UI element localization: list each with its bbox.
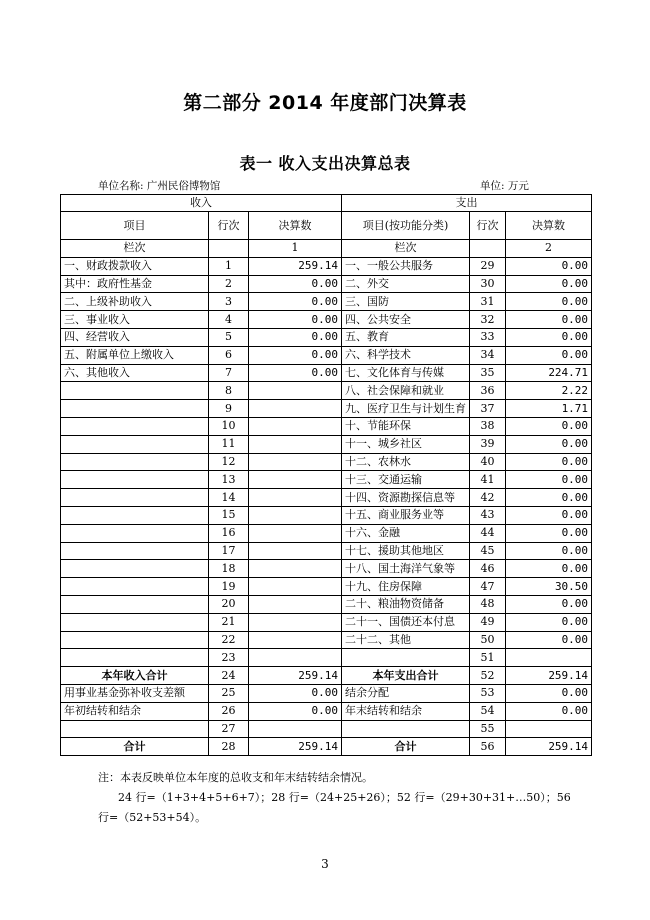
- expense-row-number-cell: 48: [470, 595, 506, 613]
- income-row-number-cell: 23: [209, 649, 249, 667]
- expense-row-number-cell: 40: [470, 453, 506, 471]
- income-row-number-cell: 12: [209, 453, 249, 471]
- income-row-number-cell: 21: [209, 613, 249, 631]
- income-amount-cell: [249, 435, 342, 453]
- table-row: [61, 667, 592, 685]
- table-row: [61, 364, 592, 382]
- income-amount-cell: 0.00: [249, 311, 342, 329]
- expense-item-cell: 二十二、其他: [342, 631, 470, 649]
- income-item-cell: [61, 417, 209, 435]
- table-row: [61, 542, 592, 560]
- table-row: [61, 311, 592, 329]
- expense-amount-cell: 0.00: [506, 631, 592, 649]
- income-amount-cell: 259.14: [249, 667, 342, 685]
- income-amount-cell: 0.00: [249, 702, 342, 720]
- expense-item-cell: 四、公共安全: [342, 311, 470, 329]
- income-amount-cell: [249, 400, 342, 418]
- income-amount-cell: 0.00: [249, 346, 342, 364]
- expense-amount-cell: 30.50: [506, 578, 592, 596]
- expense-row-number-cell: 29: [470, 257, 506, 275]
- income-row-number-cell: 13: [209, 471, 249, 489]
- expense-item-cell: 二十一、国债还本付息: [342, 613, 470, 631]
- income-item-cell: [61, 560, 209, 578]
- expense-item-cell: 十二、农林水: [342, 453, 470, 471]
- table-row: [61, 613, 592, 631]
- expense-item-cell: 一、一般公共服务: [342, 257, 470, 275]
- expense-item-cell: 本年支出合计: [342, 667, 470, 685]
- section-header-row: [61, 195, 592, 212]
- expense-item-cell: 十三、交通运输: [342, 471, 470, 489]
- expense-row-number-cell: 39: [470, 435, 506, 453]
- expense-item-cell: 三、国防: [342, 293, 470, 311]
- expense-item-cell: 十七、援助其他地区: [342, 542, 470, 560]
- income-row-number-cell: 4: [209, 311, 249, 329]
- expense-row-number-cell: 56: [470, 738, 506, 756]
- note-line-1: 注：本表反映单位本年度的总收支和年末结转结余情况。: [98, 771, 373, 784]
- expense-item-cell: 十九、住房保障: [342, 578, 470, 596]
- table-row: [61, 293, 592, 311]
- expense-amount-cell: 0.00: [506, 328, 592, 346]
- table-row: [61, 578, 592, 596]
- expense-header: 支出: [342, 195, 592, 212]
- column-header-row: [61, 212, 592, 240]
- expense-amount-cell: 0.00: [506, 542, 592, 560]
- income-item-cell: [61, 595, 209, 613]
- expense-amount-cell: [506, 649, 592, 667]
- income-header: 收入: [61, 195, 342, 212]
- expense-item-cell: 七、文化体育与传媒: [342, 364, 470, 382]
- income-amount-cell: [249, 506, 342, 524]
- income-amount-cell: [249, 417, 342, 435]
- income-item-cell: 合计: [61, 738, 209, 756]
- expense-row-number-cell: 41: [470, 471, 506, 489]
- table-row: [61, 631, 592, 649]
- col-row-header: 行次: [209, 212, 249, 240]
- expense-item-cell: 合计: [342, 738, 470, 756]
- table-row: [61, 346, 592, 364]
- income-row-number-cell: 20: [209, 595, 249, 613]
- table-row: [61, 435, 592, 453]
- table-row: [61, 275, 592, 293]
- expense-row-number-cell: 47: [470, 578, 506, 596]
- table-row: [61, 382, 592, 400]
- expense-row-number-cell: 45: [470, 542, 506, 560]
- expense-amount-cell: 1.71: [506, 400, 592, 418]
- income-row-number-cell: 17: [209, 542, 249, 560]
- lanci-label: 栏次: [61, 240, 209, 258]
- table-row: [61, 400, 592, 418]
- income-item-cell: [61, 720, 209, 738]
- income-row-number-cell: 18: [209, 560, 249, 578]
- expense-row-number-cell: 44: [470, 524, 506, 542]
- table-row: [61, 506, 592, 524]
- income-item-cell: 六、其他收入: [61, 364, 209, 382]
- income-amount-cell: [249, 578, 342, 596]
- expense-amount-cell: 224.71: [506, 364, 592, 382]
- income-amount-cell: 0.00: [249, 328, 342, 346]
- expense-item-cell: 五、教育: [342, 328, 470, 346]
- income-item-cell: 本年收入合计: [61, 667, 209, 685]
- income-item-cell: [61, 382, 209, 400]
- table-row: [61, 720, 592, 738]
- income-item-cell: [61, 489, 209, 507]
- expense-item-cell: 二、外交: [342, 275, 470, 293]
- table-row: [61, 524, 592, 542]
- expense-item-cell: 年末结转和结余: [342, 702, 470, 720]
- col-amount-header: 决算数: [249, 212, 342, 240]
- income-row-number-cell: 15: [209, 506, 249, 524]
- unit-name: 单位名称: 广州民俗博物馆: [98, 180, 221, 192]
- expense-row-number-cell: 31: [470, 293, 506, 311]
- lanci-expense-number: 2: [506, 240, 592, 258]
- expense-row-number-cell: 42: [470, 489, 506, 507]
- page-number: 3: [321, 857, 329, 871]
- expense-item-cell: 六、科学技术: [342, 346, 470, 364]
- note-line-3: 行=（52+53+54）。: [98, 811, 207, 824]
- expense-item-cell: 十六、金融: [342, 524, 470, 542]
- col-item-func-header: 项目(按功能分类): [342, 212, 470, 240]
- income-item-cell: [61, 506, 209, 524]
- table-row: [61, 595, 592, 613]
- income-item-cell: [61, 471, 209, 489]
- income-row-number-cell: 5: [209, 328, 249, 346]
- table-row: [61, 471, 592, 489]
- income-item-cell: [61, 400, 209, 418]
- income-amount-cell: [249, 382, 342, 400]
- expense-row-number-cell: 49: [470, 613, 506, 631]
- income-amount-cell: 0.00: [249, 364, 342, 382]
- table-row: [61, 684, 592, 702]
- expense-amount-cell: 0.00: [506, 471, 592, 489]
- table-row: [61, 702, 592, 720]
- expense-amount-cell: 0.00: [506, 435, 592, 453]
- expense-row-number-cell: 55: [470, 720, 506, 738]
- expense-row-number-cell: 37: [470, 400, 506, 418]
- expense-row-number-cell: 50: [470, 631, 506, 649]
- income-row-number-cell: 7: [209, 364, 249, 382]
- income-item-cell: [61, 435, 209, 453]
- expense-item-cell: [342, 649, 470, 667]
- income-item-cell: [61, 453, 209, 471]
- income-amount-cell: [249, 613, 342, 631]
- expense-row-number-cell: 43: [470, 506, 506, 524]
- expense-item-cell: 二十、粮油物资储备: [342, 595, 470, 613]
- income-item-cell: [61, 649, 209, 667]
- income-item-cell: [61, 542, 209, 560]
- income-row-number-cell: 19: [209, 578, 249, 596]
- income-amount-cell: [249, 720, 342, 738]
- income-row-number-cell: 11: [209, 435, 249, 453]
- table-notes: [98, 768, 598, 828]
- income-item-cell: [61, 578, 209, 596]
- expense-row-number-cell: 36: [470, 382, 506, 400]
- income-row-number-cell: 25: [209, 684, 249, 702]
- expense-amount-cell: 0.00: [506, 417, 592, 435]
- expense-amount-cell: 259.14: [506, 738, 592, 756]
- income-row-number-cell: 1: [209, 257, 249, 275]
- lanci-income-number: 1: [249, 240, 342, 258]
- income-row-number-cell: 6: [209, 346, 249, 364]
- budget-table-body: [61, 195, 592, 756]
- expense-amount-cell: 0.00: [506, 257, 592, 275]
- income-row-number-cell: 14: [209, 489, 249, 507]
- expense-amount-cell: 0.00: [506, 684, 592, 702]
- income-amount-cell: [249, 631, 342, 649]
- income-item-cell: 五、附属单位上缴收入: [61, 346, 209, 364]
- budget-table: [60, 194, 592, 756]
- lanci-row: [61, 240, 592, 258]
- expense-amount-cell: 0.00: [506, 524, 592, 542]
- expense-item-cell: 十一、城乡社区: [342, 435, 470, 453]
- expense-amount-cell: 0.00: [506, 275, 592, 293]
- expense-amount-cell: 0.00: [506, 311, 592, 329]
- expense-amount-cell: 0.00: [506, 293, 592, 311]
- expense-row-number-cell: 32: [470, 311, 506, 329]
- lanci-empty: [470, 240, 506, 258]
- income-amount-cell: 259.14: [249, 738, 342, 756]
- income-amount-cell: 0.00: [249, 684, 342, 702]
- table-row: [61, 560, 592, 578]
- income-row-number-cell: 24: [209, 667, 249, 685]
- income-row-number-cell: 8: [209, 382, 249, 400]
- income-item-cell: 年初结转和结余: [61, 702, 209, 720]
- income-row-number-cell: 22: [209, 631, 249, 649]
- expense-row-number-cell: 46: [470, 560, 506, 578]
- expense-row-number-cell: 33: [470, 328, 506, 346]
- income-amount-cell: 0.00: [249, 293, 342, 311]
- part-title: 第二部分 2014 年度部门决算表: [183, 92, 467, 114]
- expense-item-cell: 八、社会保障和就业: [342, 382, 470, 400]
- expense-amount-cell: 0.00: [506, 506, 592, 524]
- income-row-number-cell: 16: [209, 524, 249, 542]
- income-row-number-cell: 10: [209, 417, 249, 435]
- expense-item-cell: 十四、资源勘探信息等: [342, 489, 470, 507]
- expense-item-cell: 十五、商业服务业等: [342, 506, 470, 524]
- expense-amount-cell: 2.22: [506, 382, 592, 400]
- expense-amount-cell: 0.00: [506, 453, 592, 471]
- income-row-number-cell: 27: [209, 720, 249, 738]
- expense-amount-cell: 0.00: [506, 702, 592, 720]
- expense-amount-cell: 0.00: [506, 613, 592, 631]
- expense-row-number-cell: 51: [470, 649, 506, 667]
- income-row-number-cell: 28: [209, 738, 249, 756]
- income-row-number-cell: 26: [209, 702, 249, 720]
- income-amount-cell: 0.00: [249, 275, 342, 293]
- income-row-number-cell: 2: [209, 275, 249, 293]
- expense-row-number-cell: 35: [470, 364, 506, 382]
- income-item-cell: 二、上级补助收入: [61, 293, 209, 311]
- income-amount-cell: [249, 471, 342, 489]
- expense-amount-cell: 0.00: [506, 595, 592, 613]
- expense-amount-cell: 0.00: [506, 560, 592, 578]
- income-amount-cell: [249, 489, 342, 507]
- income-item-cell: 四、经营收入: [61, 328, 209, 346]
- expense-row-number-cell: 34: [470, 346, 506, 364]
- income-item-cell: 用事业基金弥补收支差额: [61, 684, 209, 702]
- table-row: [61, 328, 592, 346]
- expense-row-number-cell: 54: [470, 702, 506, 720]
- expense-amount-cell: 0.00: [506, 346, 592, 364]
- expense-row-number-cell: 52: [470, 667, 506, 685]
- expense-item-cell: 结余分配: [342, 684, 470, 702]
- note-line-2: 24 行=（1+3+4+5+6+7）；28 行=（24+25+26）；52 行=（29+30+31+…50）；56: [118, 791, 571, 804]
- income-row-number-cell: 9: [209, 400, 249, 418]
- expense-amount-cell: [506, 720, 592, 738]
- unit-measure: 单位: 万元: [480, 180, 529, 192]
- expense-item-cell: 十、节能环保: [342, 417, 470, 435]
- income-amount-cell: [249, 560, 342, 578]
- table-row: [61, 489, 592, 507]
- income-item-cell: 一、财政拨款收入: [61, 257, 209, 275]
- income-amount-cell: [249, 524, 342, 542]
- income-amount-cell: [249, 649, 342, 667]
- expense-amount-cell: 0.00: [506, 489, 592, 507]
- income-item-cell: 其中：政府性基金: [61, 275, 209, 293]
- col-amount-header: 决算数: [506, 212, 592, 240]
- income-amount-cell: [249, 542, 342, 560]
- expense-row-number-cell: 30: [470, 275, 506, 293]
- income-row-number-cell: 3: [209, 293, 249, 311]
- lanci-empty: [209, 240, 249, 258]
- income-amount-cell: [249, 453, 342, 471]
- expense-row-number-cell: 53: [470, 684, 506, 702]
- lanci-label: 栏次: [342, 240, 470, 258]
- expense-amount-cell: 259.14: [506, 667, 592, 685]
- table-title: 表一 收入支出决算总表: [239, 154, 411, 173]
- table-row: [61, 453, 592, 471]
- table-row: [61, 257, 592, 275]
- col-item-header: 项目: [61, 212, 209, 240]
- income-item-cell: [61, 524, 209, 542]
- income-amount-cell: 259.14: [249, 257, 342, 275]
- income-amount-cell: [249, 595, 342, 613]
- table-row: [61, 417, 592, 435]
- expense-row-number-cell: 38: [470, 417, 506, 435]
- expense-item-cell: 九、医疗卫生与计划生育: [342, 400, 470, 418]
- table-row: [61, 649, 592, 667]
- expense-item-cell: 十八、国土海洋气象等: [342, 560, 470, 578]
- income-item-cell: [61, 631, 209, 649]
- col-row-header: 行次: [470, 212, 506, 240]
- expense-item-cell: [342, 720, 470, 738]
- income-item-cell: [61, 613, 209, 631]
- income-item-cell: 三、事业收入: [61, 311, 209, 329]
- table-row: [61, 738, 592, 756]
